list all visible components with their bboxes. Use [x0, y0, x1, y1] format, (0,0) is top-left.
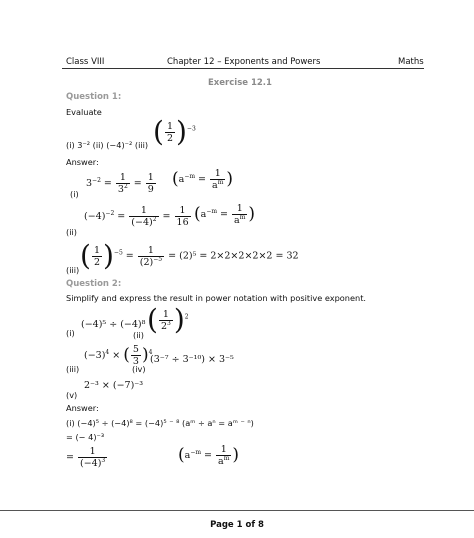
q2-expr-v: 2⁻³ × (−7)⁻³ — [84, 380, 144, 391]
q1-solution-iii: ( $\frac{1}{2}$ )$^{-5}$ = $\frac{1}{(2)^{-5}}$ = (2)⁵ = 2×2×2×2×2 = 32 — [80, 239, 299, 272]
q2-expr-ii: ( $\frac{1}{2^3}$ )$^2$ — [147, 303, 189, 336]
footer-rule — [0, 510, 474, 511]
q2-label-iv: (iv) — [132, 364, 146, 374]
q1-rule-i: ($a^{-m}$ = $\frac{1}{a^m}$ ) — [172, 168, 234, 191]
q1-label-i: (i) — [70, 189, 79, 199]
q1-rule-ii: ($a^{-m}$ = $\frac{1}{a^m}$ ) — [194, 203, 256, 226]
q2-label-v: (v) — [66, 390, 78, 400]
question-2-answer-label: Answer: — [66, 403, 99, 413]
question-1-prompt: Evaluate — [66, 107, 102, 117]
q2-answer-line-3-equals: = — [66, 452, 74, 463]
q2-expr-i: (−4)⁵ ÷ (−4)⁸ — [81, 319, 146, 330]
header-subject: Maths — [398, 57, 424, 67]
question-1-part-iii-expr: ( $\frac{1}{2}$ )$^{-3}$ — [153, 115, 196, 148]
q2-answer-line-2: = (− 4)⁻³ — [66, 432, 105, 442]
question-1-heading: Question 1: — [66, 92, 122, 102]
question-2-prompt: Simplify and express the result in power notation with positive exponent. — [66, 293, 367, 303]
q2-expr-iv: (3⁻⁷ ÷ 3⁻¹⁰) × 3⁻⁵ — [150, 354, 234, 365]
q2-label-iii: (iii) — [66, 364, 80, 374]
q1-label-ii: (ii) — [66, 227, 77, 237]
footer-page-number: Page 1 of 8 — [210, 520, 264, 530]
q1-label-iii: (iii) — [66, 265, 80, 275]
q2-answer-line-3: = $\frac{1}{(-4)^3}$ — [66, 446, 106, 469]
q2-label-i: (i) — [66, 328, 75, 338]
question-2-heading: Question 2: — [66, 279, 122, 289]
q1-solution-iii-tail: = (2)⁵ = 2×2×2×2×2 = 32 — [168, 250, 299, 262]
q2-expr-iii: $(-3)^4$ × ( $\frac{5}{3}$ )$^4$ — [84, 344, 153, 367]
header-class: Class VIII — [66, 57, 105, 67]
q1-solution-ii: $(-4)^{-2}$ = $\frac{1}{(-4)^2}$ = $\frac{1}{16}$ — [84, 205, 189, 228]
question-1-answer-label: Answer: — [66, 157, 99, 167]
q2-label-ii: (ii) — [133, 330, 144, 340]
q2-rule-last: ($a^{-m}$ = $\frac{1}{a^m}$ ) — [178, 444, 240, 467]
q2-answer-line-1: (i) (−4)⁵ ÷ (−4)⁸ = (−4)⁵ ⁻ ⁸ (aᵐ ÷ aⁿ = aᵐ ⁻ ⁿ) — [66, 418, 254, 428]
header-chapter: Chapter 12 – Exponents and Powers — [167, 57, 321, 67]
question-1-parts: (i) 3⁻² (ii) (−4)⁻² (iii) — [66, 140, 149, 150]
header-rule — [62, 68, 424, 69]
q1-solution-i: $3^{-2}$ = $\frac{1}{3^2}$ = $\frac{1}{9}$ — [86, 172, 154, 195]
exercise-title: Exercise 12.1 — [208, 78, 272, 88]
